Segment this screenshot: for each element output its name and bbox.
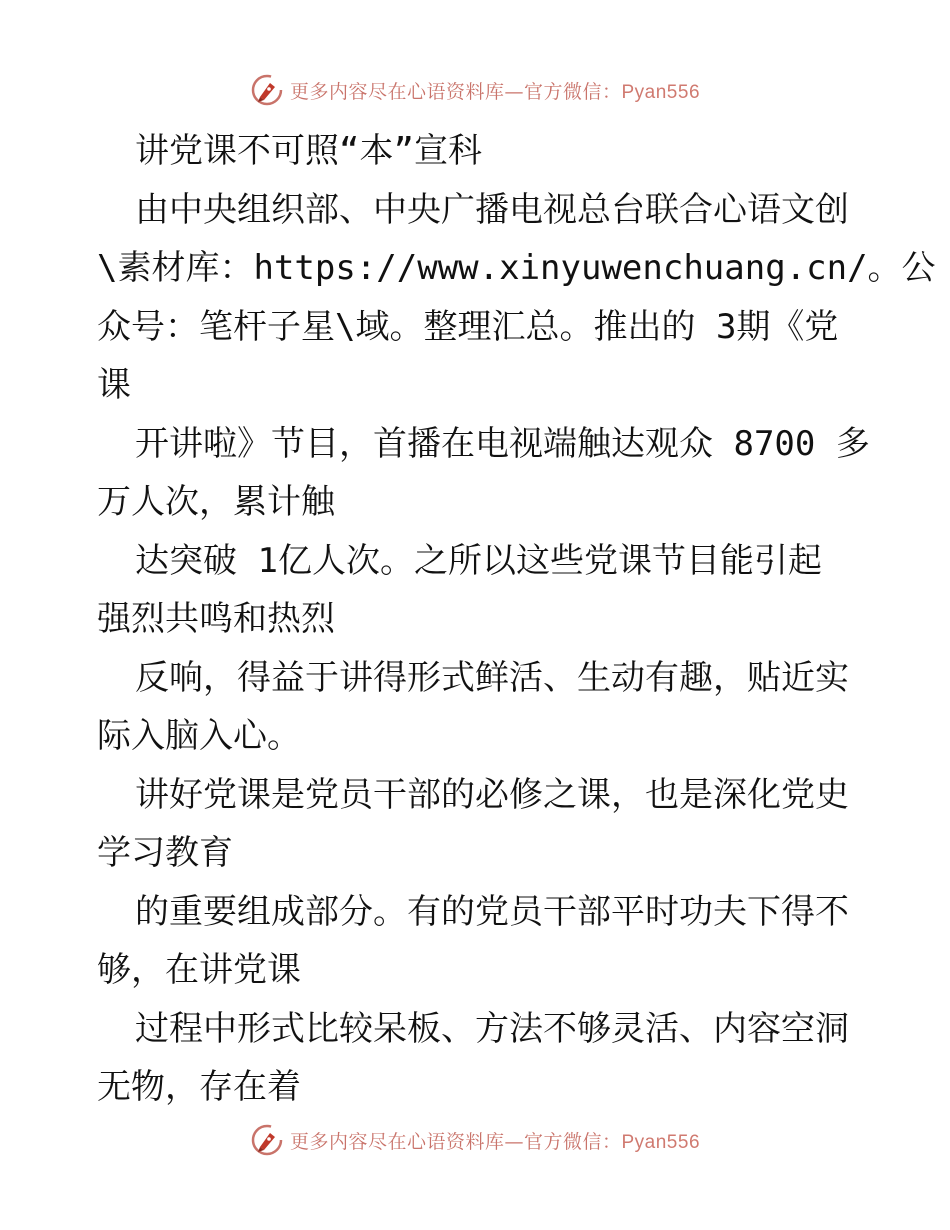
footer-watermark [0,1120,950,1160]
document-body [97,122,936,1117]
watermark-text: 更多内容尽在心语资料库—官方微信：Pyan556 [289,1130,701,1153]
header-watermark [0,70,950,110]
document-title: 讲党课不可照“本”宣科 [135,131,482,171]
pen-nib-logo-icon [250,73,284,107]
text-line: 强烈共鸣和热烈 [97,599,335,639]
text-line: 学习教育 [97,833,233,873]
watermark-handle: Pyan556 [621,81,701,103]
pen-nib-logo-icon [250,1123,284,1157]
text-line: 反响，得益于讲得形式鲜活、生动有趣，贴近实 [135,657,849,698]
text-line: 众号：笔杆子星\域。整理汇总。推出的 3期《党 [97,306,839,347]
text-line: 万人次，累计触 [97,482,335,522]
watermark-handle: Pyan556 [621,1131,701,1153]
text-line: 由中央组织部、中央广播电视总台联合心语文创 [135,189,849,230]
text-line: 讲好党课是党员干部的必修之课，也是深化党史 [135,774,849,815]
text-line: 课 [97,365,131,405]
text-line: 过程中形式比较呆板、方法不够灵活、内容空洞 [135,1008,849,1049]
text-line: 够，在讲党课 [97,950,301,990]
text-line: 达突破 1亿人次。之所以这些党课节目能引起 [135,540,822,581]
text-line: 的重要组成部分。有的党员干部平时功夫下得不 [135,891,849,932]
text-line: 开讲啦》节目，首播在电视端触达观众 8700 多 [135,423,870,464]
watermark-text: 更多内容尽在心语资料库—官方微信：Pyan556 [289,80,701,103]
text-line: 际入脑入心。 [97,716,301,756]
text-line: \素材库：https://www.xinyuwenchuang.cn/。公 [97,248,936,288]
text-line: 无物，存在着 [97,1067,301,1107]
